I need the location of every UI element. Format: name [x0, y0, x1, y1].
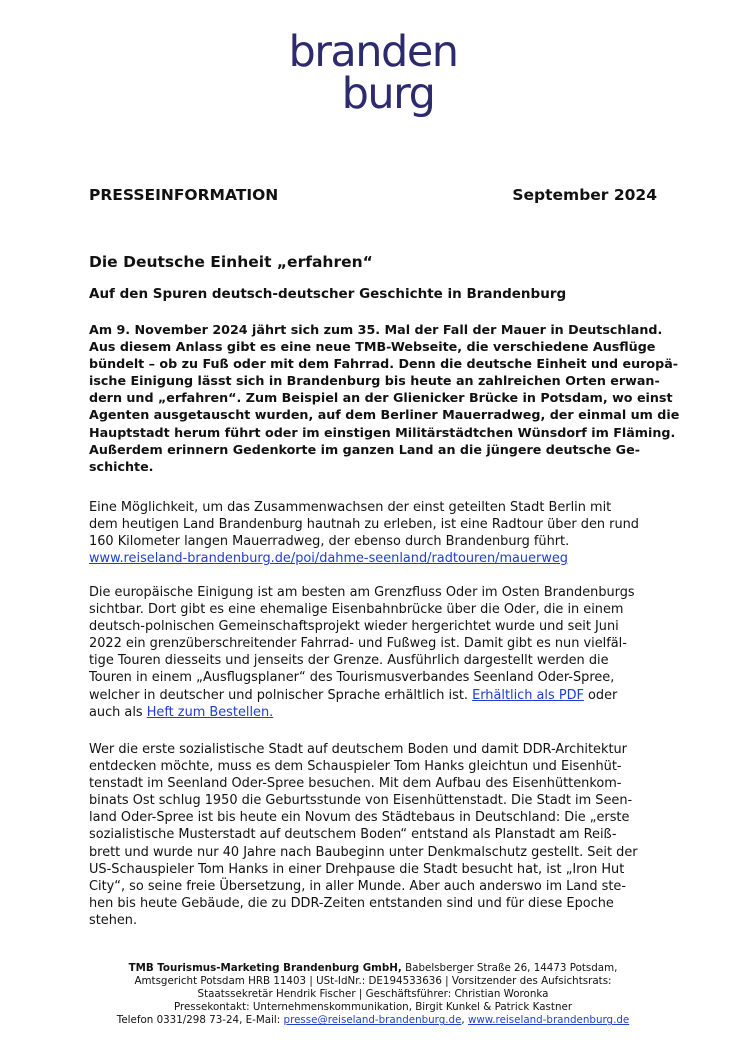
text-line: deutsch-polnischen Gemeinschaftsprojekt wieder hergerichtet wurde und seit Juni: [89, 619, 619, 635]
document-header: [89, 186, 657, 204]
text-line: Agenten ausgetauscht wurden, auf dem Berliner Mauerradweg, der einmal um die: [89, 407, 680, 423]
text-line: Eine Möglichkeit, um das Zusammenwachsen der einst geteilten Stadt Berlin mit: [89, 500, 612, 515]
text-line: stehen.: [89, 912, 138, 928]
phone-label: Telefon 0331/298 73-24, E-Mail:: [116, 1014, 284, 1027]
text-fragment: welcher in deutscher und polnischer Sprache erhältlich ist.: [89, 687, 473, 703]
pdf-link[interactable]: Erhältlich als PDF: [472, 687, 584, 703]
brandenburg-logo: [278, 28, 468, 120]
text-line: Touren in einem „Ausflugsplaner“ des Tourismusverbandes Seenland Oder-Spree,: [89, 670, 615, 686]
text-line: tige Touren diesseits und jenseits der Grenze. Ausführlich dargestellt werden die: [89, 653, 609, 669]
text-fragment: oder: [583, 687, 618, 703]
text-line: dem heutigen Land Brandenburg hautnah zu erleben, ist eine Radtour über den rund: [89, 517, 639, 533]
mauerweg-link[interactable]: www.reiseland-brandenburg.de/poi/dahme-seenland/radtouren/mauerweg: [89, 551, 568, 567]
text-line: Am 9. November 2024 jährt sich zum 35. Mal der Fall der Mauer in Deutschland.: [89, 322, 663, 337]
text-line: Außerdem erinnern Gedenkorte im ganzen Land an die jüngere deutsche Ge-: [89, 441, 640, 457]
text-fragment: auch als: [89, 704, 147, 720]
text-line: binats Ost schlug 1950 die Geburtsstunde von Eisenhüttenstadt. Die Stadt im Seen-: [89, 793, 633, 809]
lead-paragraph: [89, 321, 680, 475]
text-line: tenstadt im Seenland Oder-Spree besuchen. Mit dem Aufbau des Eisenhüttenkom-: [89, 776, 622, 792]
text-line: Die europäische Einigung ist am besten am Grenzfluss Oder im Osten Brandenburgs: [89, 585, 635, 600]
text-line: Aus diesem Anlass gibt es eine neue TMB-Webseite, die verschiedene Ausflüge: [89, 339, 656, 355]
text-line: US-Schauspieler Tom Hanks in einer Drehpause die Stadt besucht hat, ist „Iron Hut: [89, 861, 625, 877]
date-label: September 2024: [512, 186, 657, 204]
logo-line-2: burg: [341, 69, 435, 119]
text-line: 160 Kilometer langen Mauerradweg, der ebenso durch Brandenburg führt.: [89, 534, 570, 550]
footer-line: [60, 962, 686, 975]
footer-line: Staatssekretär Hendrik Fischer | Geschäftsführer: Christian Woronka: [197, 988, 549, 1001]
company-address: Babelsberger Straße 26, 14473 Potsdam,: [401, 962, 618, 974]
order-booklet-link[interactable]: Heft zum Bestellen.: [146, 704, 274, 720]
text-line: land Oder-Spree ist bis heute ein Novum des Städtebaus in Deutschland: Die „erste: [89, 810, 630, 826]
company-name: TMB Tourismus-Marketing Brandenburg GmbH,: [128, 962, 402, 974]
text-line: entdecken möchte, muss es dem Schauspieler Tom Hanks gleichtun und Eisenhüt-: [89, 759, 622, 775]
paragraph-mauerradweg: [89, 499, 659, 567]
text-line: dern und „erfahren“. Zum Beispiel an der Glienicker Brücke in Potsdam, wo einst: [89, 390, 673, 406]
text-line: brett und wurde nur 40 Jahre nach Baubeginn unter Denkmalschutz gestellt. Seit der: [89, 844, 638, 860]
paragraph-oder: [89, 584, 659, 721]
text-line: bündelt – ob zu Fuß oder mit dem Fahrrad. Denn die deutsche Einheit und europä-: [89, 356, 679, 372]
text-line: 2022 ein grenzüberschreitender Fahrrad- und Fußweg ist. Damit gibt es nun vielfäl-: [89, 636, 627, 652]
document-subtitle: Auf den Spuren deutsch-deutscher Geschichte in Brandenburg: [89, 286, 567, 302]
paragraph-eisenhuettenstadt: [89, 741, 659, 929]
footer-line: [60, 1014, 686, 1027]
text-line: schichte.: [89, 458, 154, 474]
text-line: hen bis heute Gebäude, die zu DDR-Zeiten entstanden sind und für diese Epoche: [89, 895, 614, 911]
document-title: Die Deutsche Einheit „erfahren“: [89, 253, 373, 271]
website-link[interactable]: www.reiseland-brandenburg.de: [467, 1014, 630, 1027]
text-line: sozialistische Musterstadt auf deutschem Boden“ entstand als Planstadt am Reiß-: [89, 827, 617, 843]
text-line: ische Einigung lässt sich in Brandenburg bis heute an zahlreichen Orten erwan-: [89, 373, 660, 389]
footer-imprint: [60, 962, 686, 1027]
separator: ,: [461, 1014, 468, 1027]
text-line: Hauptstadt herum führt oder im einstigen Militärstädtchen Wünsdorf im Fläming.: [89, 424, 676, 440]
press-label: PRESSEINFORMATION: [89, 186, 279, 204]
text-line: City“, so seine freie Übersetzung, in aller Munde. Aber auch anderswo im Land ste-: [89, 878, 627, 894]
text-line: [89, 687, 659, 704]
email-link[interactable]: presse@reiseland-brandenburg.de: [283, 1014, 462, 1027]
footer-line: Pressekontakt: Unternehmenskommunikation, Birgit Kunkel & Patrick Kastner: [173, 1001, 573, 1014]
logo-line-1: branden: [288, 28, 458, 77]
footer-line: Amtsgericht Potsdam HRB 11403 | USt-IdNr.: DE194533636 | Vorsitzender des Aufsichtsrats:: [134, 975, 612, 988]
text-line: Wer die erste sozialistische Stadt auf deutschem Boden und damit DDR-Architektur: [89, 742, 627, 757]
text-line: sichtbar. Dort gibt es eine ehemalige Eisenbahnbrücke über die Oder, die in einem: [89, 602, 624, 618]
text-line: [89, 704, 659, 721]
